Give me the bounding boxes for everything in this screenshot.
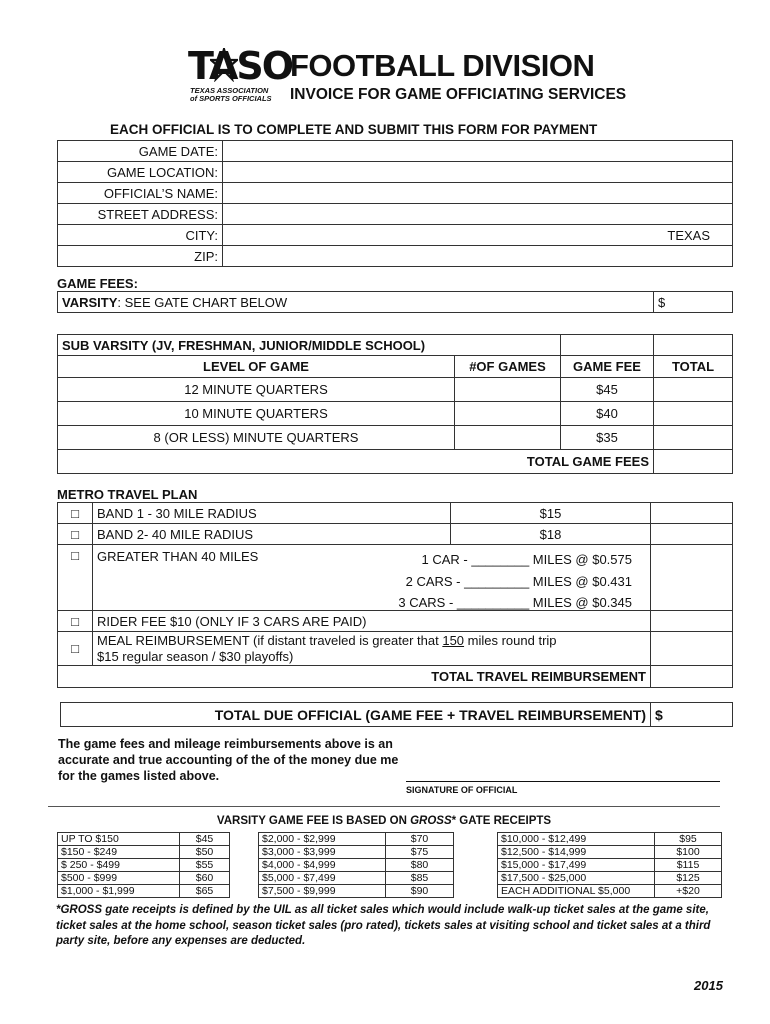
city-field[interactable]: TEXAS xyxy=(223,225,733,246)
gate-range: $12,500 - $14,999 xyxy=(498,846,655,859)
greater-40-label: GREATER THAN 40 MILES xyxy=(97,549,259,564)
gate-range: $1,000 - $1,999 xyxy=(58,885,180,898)
level-12-minute: 12 MINUTE QUARTERS xyxy=(58,378,455,402)
table-row xyxy=(498,846,722,859)
meal-reimbursement-label: MEAL REIMBURSEMENT (if distant traveled is greater that 150 miles round trip $15 regular season / $30 playoffs) xyxy=(93,632,651,666)
total-game-fees-label: TOTAL GAME FEES xyxy=(58,450,654,474)
level-8-minute: 8 (OR LESS) MINUTE QUARTERS xyxy=(58,426,455,450)
gate-range: $15,000 - $17,499 xyxy=(498,859,655,872)
band1-total-field[interactable] xyxy=(651,503,733,524)
band1-amount: $15 xyxy=(451,503,651,524)
gate-fee-table-1 xyxy=(57,832,230,898)
band2-label: BAND 2- 40 MILE RADIUS xyxy=(93,524,451,545)
fee-amount: $85 xyxy=(386,872,454,885)
gate-range: $10,000 - $12,499 xyxy=(498,833,655,846)
table-row xyxy=(58,885,230,898)
total-8-minute-field[interactable] xyxy=(654,426,733,450)
fee-amount: $45 xyxy=(180,833,230,846)
varsity-label: VARSITY: SEE GATE CHART BELOW xyxy=(58,292,654,313)
table-row xyxy=(259,885,454,898)
gross-footnote: *GROSS gate receipts is defined by the UIL as all ticket sales which would include walk-up ticket sales at the game site, ticket sales at the home school, season ticket sales (pro rated), tickets sales at visiting school and ticket sales at a third party site, before any expenses are deducted. xyxy=(56,904,711,947)
table-row xyxy=(498,872,722,885)
meal-checkbox[interactable]: □ xyxy=(58,632,93,666)
logo-text: TASO xyxy=(188,44,293,88)
gate-range: EACH ADDITIONAL $5,000 xyxy=(498,885,655,898)
meal-total-field[interactable] xyxy=(651,632,733,666)
varsity-amount-field[interactable]: $ xyxy=(654,292,733,313)
table-row xyxy=(58,426,733,450)
travel-table xyxy=(57,502,733,688)
rider-fee-checkbox[interactable]: □ xyxy=(58,611,93,632)
game-location-label: GAME LOCATION: xyxy=(58,162,223,183)
table-row xyxy=(58,859,230,872)
table-row xyxy=(259,846,454,859)
fee-10-minute: $40 xyxy=(561,402,654,426)
band2-total-field[interactable] xyxy=(651,524,733,545)
games-10-minute-field[interactable] xyxy=(455,402,561,426)
band1-label: BAND 1 - 30 MILE RADIUS xyxy=(93,503,451,524)
street-address-field[interactable] xyxy=(223,204,733,225)
table-row xyxy=(498,859,722,872)
form-instruction: EACH OFFICIAL IS TO COMPLETE AND SUBMIT THIS FORM FOR PAYMENT xyxy=(110,122,598,137)
section-divider xyxy=(48,806,720,807)
gate-fee-table-2 xyxy=(258,832,454,898)
city-label: CITY: xyxy=(58,225,223,246)
gate-range: $7,500 - $9,999 xyxy=(259,885,386,898)
fee-8-minute: $35 xyxy=(561,426,654,450)
fee-amount: $125 xyxy=(655,872,722,885)
street-address-label: STREET ADDRESS: xyxy=(58,204,223,225)
total-12-minute-field[interactable] xyxy=(654,378,733,402)
varsity-fee-table xyxy=(57,291,733,313)
games-12-minute-field[interactable] xyxy=(455,378,561,402)
game-location-field[interactable] xyxy=(223,162,733,183)
fee-amount: $90 xyxy=(386,885,454,898)
greater-40-total-field[interactable] xyxy=(651,545,733,611)
info-row-game-location xyxy=(58,162,733,183)
greater-40-cell xyxy=(93,545,651,611)
certification-text: The game fees and mileage reimbursements above is an accurate and true accounting of the of the money due me for the games listed above. xyxy=(58,737,399,783)
fee-amount: $70 xyxy=(386,833,454,846)
fee-amount: $55 xyxy=(180,859,230,872)
gate-range: $150 - $249 xyxy=(58,846,180,859)
table-row xyxy=(498,885,722,898)
column-total: TOTAL xyxy=(654,356,733,378)
fee-amount: $65 xyxy=(180,885,230,898)
gate-range: $17,500 - $25,000 xyxy=(498,872,655,885)
form-year: 2015 xyxy=(694,978,723,993)
fee-amount: $50 xyxy=(180,846,230,859)
table-row xyxy=(259,859,454,872)
table-row xyxy=(58,378,733,402)
info-row-street-address xyxy=(58,204,733,225)
greater-40-checkbox[interactable]: □ xyxy=(58,545,93,611)
sub-varsity-heading: SUB VARSITY (JV, FRESHMAN, JUNIOR/MIDDLE SCHOOL) xyxy=(58,335,561,356)
table-row xyxy=(259,872,454,885)
signature-label: SIGNATURE OF OFFICIAL xyxy=(406,785,518,795)
info-row-official-name xyxy=(58,183,733,204)
gate-range: $2,000 - $2,999 xyxy=(259,833,386,846)
gate-fee-table-3 xyxy=(497,832,722,898)
total-travel-field[interactable] xyxy=(651,666,733,688)
official-info-table xyxy=(57,140,733,267)
games-8-minute-field[interactable] xyxy=(455,426,561,450)
star-icon xyxy=(210,48,238,82)
rider-fee-label: RIDER FEE $10 (ONLY IF 3 CARS ARE PAID) xyxy=(93,611,651,632)
fee-amount: $80 xyxy=(386,859,454,872)
official-name-label: OFFICIAL’S NAME: xyxy=(58,183,223,204)
logo-subtitle: TEXAS ASSOCIATION of SPORTS OFFICIALS xyxy=(190,86,272,103)
gate-range: $500 - $999 xyxy=(58,872,180,885)
fee-amount: +$20 xyxy=(655,885,722,898)
info-row-zip xyxy=(58,246,733,267)
table-row xyxy=(498,833,722,846)
gate-range: $ 250 - $499 xyxy=(58,859,180,872)
table-row xyxy=(58,872,230,885)
column-number-of-games: #OF GAMES xyxy=(455,356,561,378)
gate-range: UP TO $150 xyxy=(58,833,180,846)
zip-label: ZIP: xyxy=(58,246,223,267)
game-date-label: GAME DATE: xyxy=(58,141,223,162)
info-row-game-date xyxy=(58,141,733,162)
zip-field[interactable] xyxy=(223,246,733,267)
total-due-field[interactable]: $ xyxy=(651,703,733,727)
total-travel-label: TOTAL TRAVEL REIMBURSEMENT xyxy=(58,666,651,688)
level-10-minute: 10 MINUTE QUARTERS xyxy=(58,402,455,426)
taso-logo xyxy=(188,44,293,106)
mileage-lines xyxy=(398,549,632,614)
game-date-field[interactable] xyxy=(223,141,733,162)
table-row xyxy=(58,833,230,846)
page-subtitle: INVOICE FOR GAME OFFICIATING SERVICES xyxy=(290,86,627,103)
travel-heading: METRO TRAVEL PLAN xyxy=(57,487,198,502)
total-10-minute-field[interactable] xyxy=(654,402,733,426)
info-row-city xyxy=(58,225,733,246)
fee-amount: $75 xyxy=(386,846,454,859)
fee-amount: $115 xyxy=(655,859,722,872)
mileage-3-cars[interactable]: 3 CARS - __________ MILES @ $0.345 xyxy=(398,595,632,610)
table-row xyxy=(58,402,733,426)
official-name-field[interactable] xyxy=(223,183,733,204)
column-game-fee: GAME FEE xyxy=(561,356,654,378)
gate-range: $3,000 - $3,999 xyxy=(259,846,386,859)
fee-amount: $100 xyxy=(655,846,722,859)
band1-checkbox[interactable]: □ xyxy=(58,503,93,524)
table-row xyxy=(259,833,454,846)
sub-varsity-table xyxy=(57,334,733,474)
fee-amount: $95 xyxy=(655,833,722,846)
table-row xyxy=(58,846,230,859)
gate-range: $5,000 - $7,499 xyxy=(259,872,386,885)
page-title: FOOTBALL DIVISION xyxy=(290,48,595,83)
fee-amount: $60 xyxy=(180,872,230,885)
total-due-table xyxy=(60,702,733,727)
mileage-1-car[interactable]: 1 CAR - ________ MILES @ $0.575 xyxy=(421,552,632,567)
band2-amount: $18 xyxy=(451,524,651,545)
gate-chart-title: VARSITY GAME FEE IS BASED ON GROSS* GATE RECEIPTS xyxy=(216,815,552,827)
total-game-fees-field[interactable] xyxy=(654,450,733,474)
column-level-of-game: LEVEL OF GAME xyxy=(58,356,455,378)
game-fees-heading: GAME FEES: xyxy=(57,276,138,291)
mileage-2-cars[interactable]: 2 CARS - _________ MILES @ $0.431 xyxy=(405,573,632,589)
fee-12-minute: $45 xyxy=(561,378,654,402)
band2-checkbox[interactable]: □ xyxy=(58,524,93,545)
rider-fee-total-field[interactable] xyxy=(651,611,733,632)
gate-range: $4,000 - $4,999 xyxy=(259,859,386,872)
signature-line[interactable] xyxy=(406,781,720,782)
total-due-label: TOTAL DUE OFFICIAL (GAME FEE + TRAVEL REIMBURSEMENT) xyxy=(61,703,651,727)
